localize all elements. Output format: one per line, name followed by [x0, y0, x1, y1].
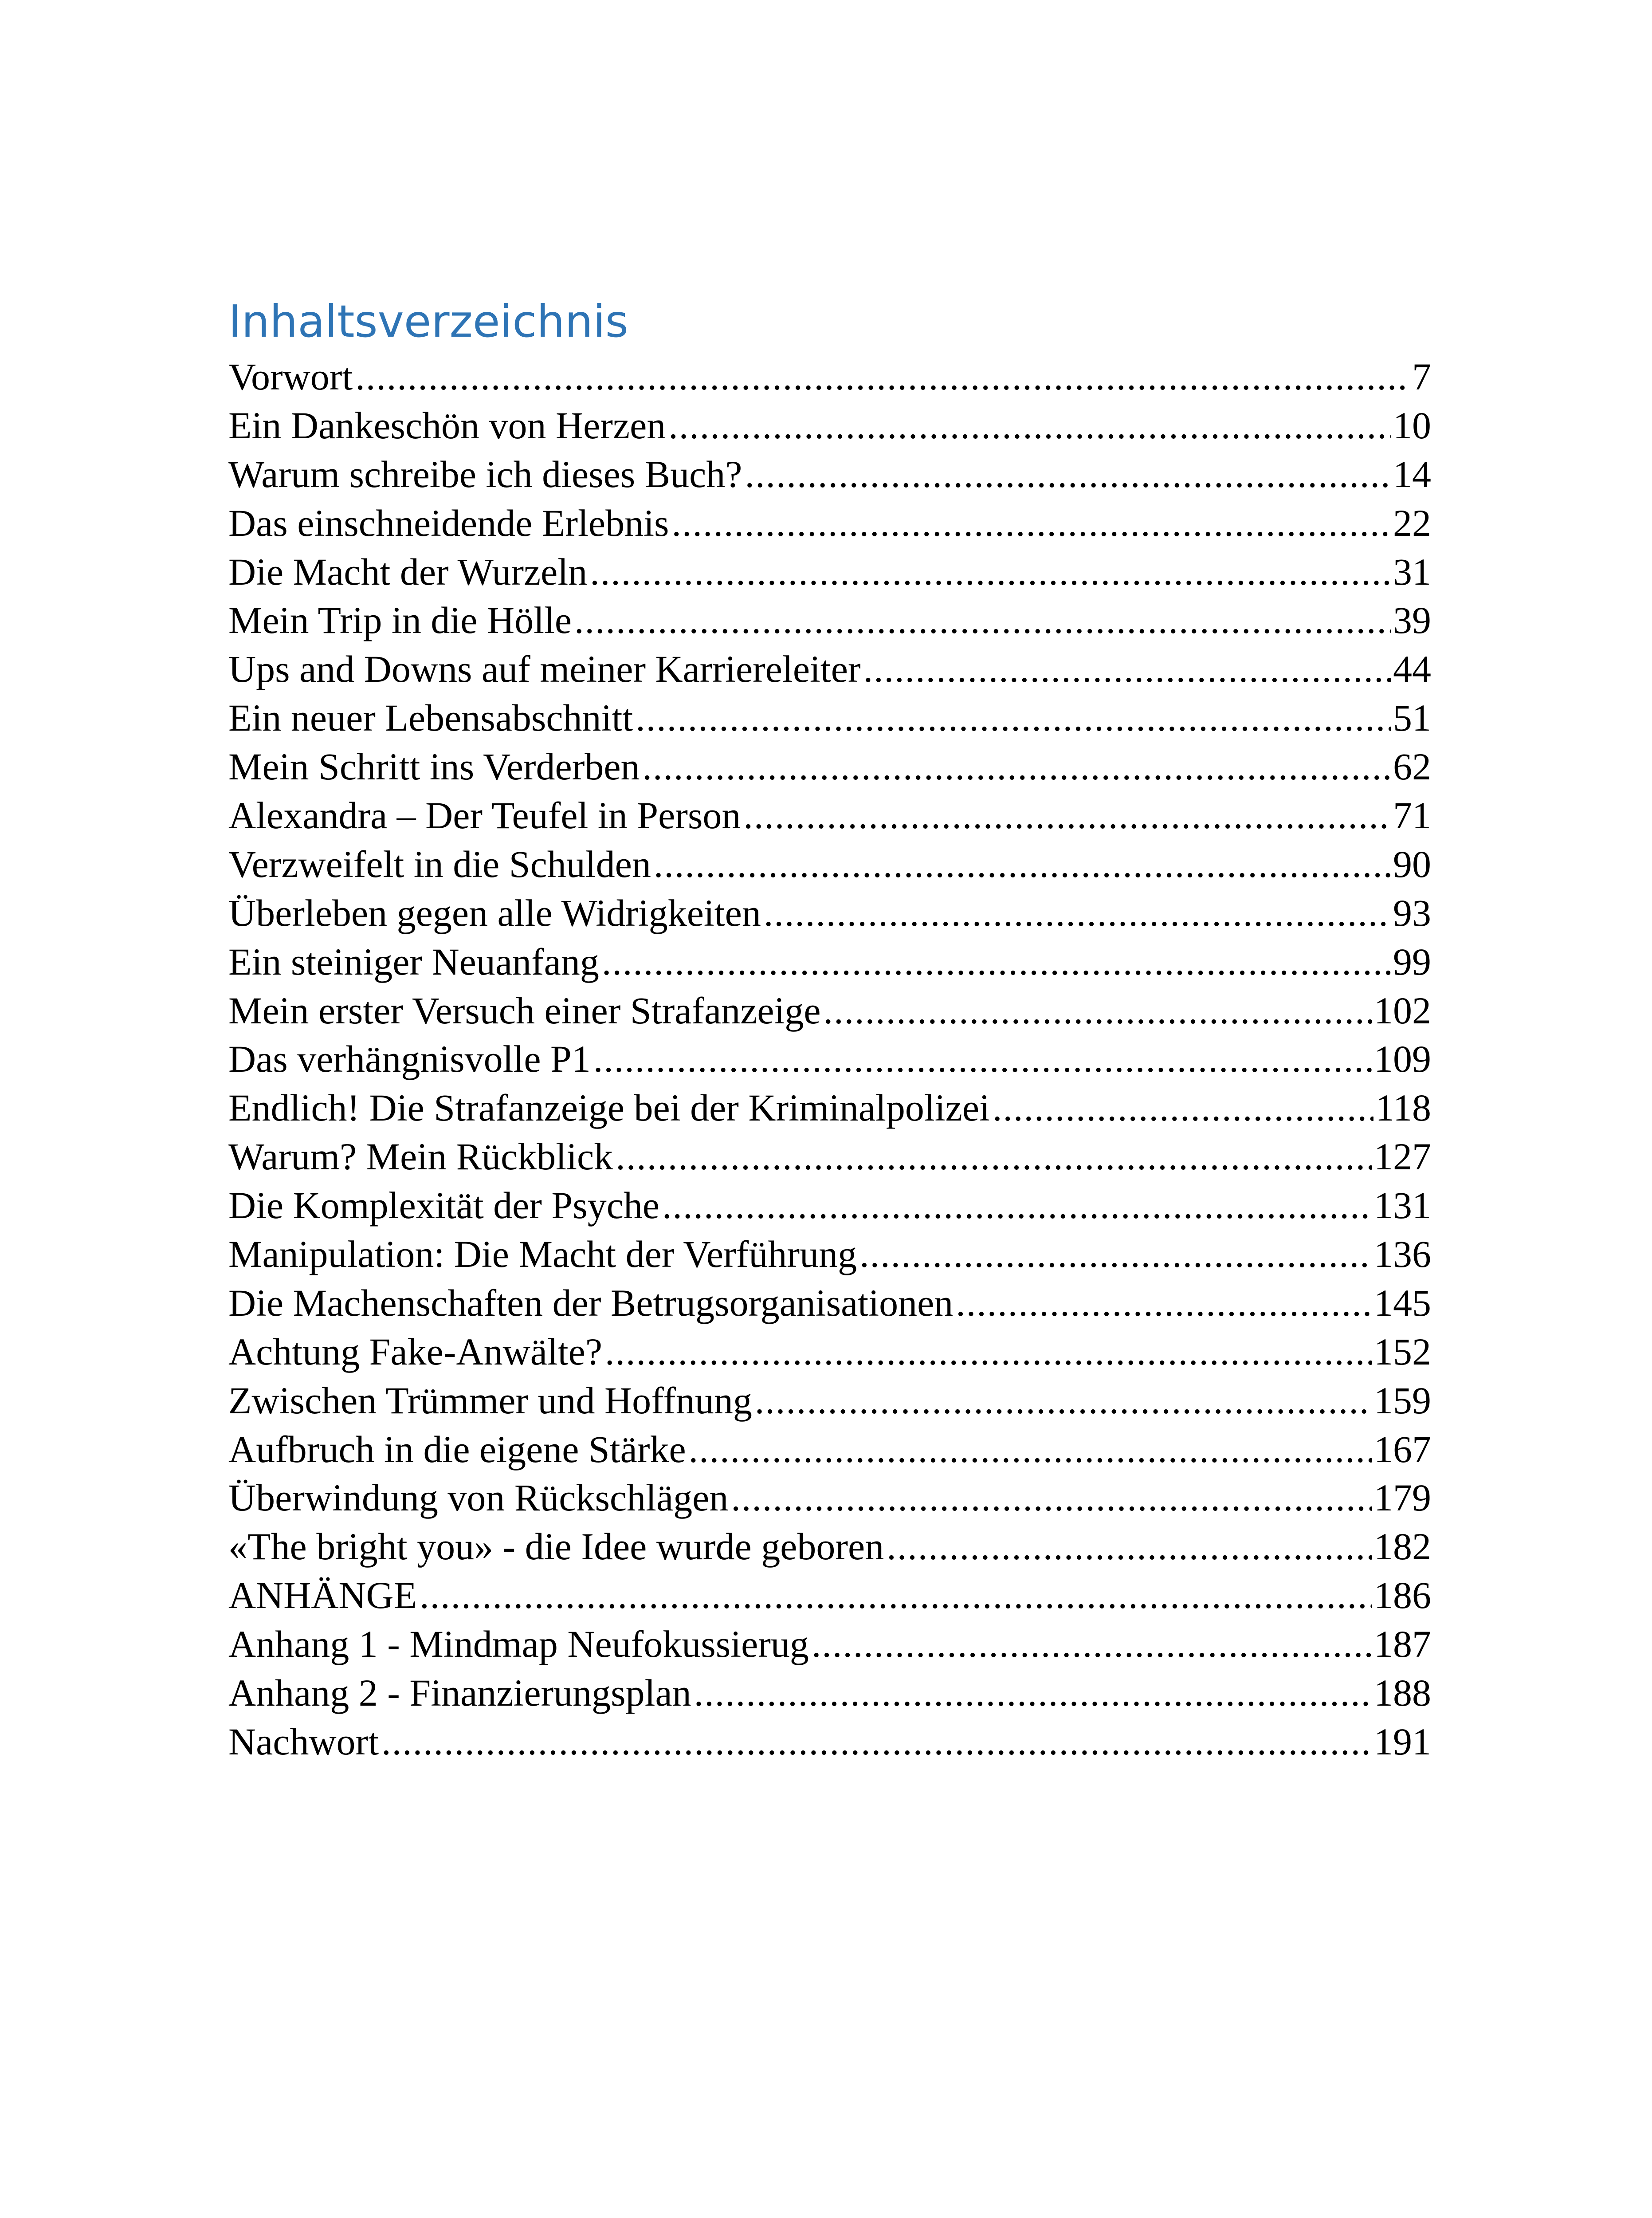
toc-page-number: 188: [1374, 1671, 1431, 1715]
toc-page-number: 159: [1374, 1379, 1431, 1422]
toc-page-number: 14: [1393, 452, 1431, 496]
toc-entry-title: Das einschneidende Erlebnis: [228, 501, 669, 544]
toc-page-number: 152: [1374, 1330, 1431, 1373]
toc-entry[interactable]: [228, 1133, 1431, 1181]
toc-entry[interactable]: [228, 548, 1431, 597]
toc-entry-title: Überleben gegen alle Widrigkeiten: [228, 891, 761, 934]
toc-entry[interactable]: [228, 353, 1431, 401]
toc-page-number: 136: [1374, 1233, 1431, 1276]
toc-entry-title: Mein Trip in die Hölle: [228, 599, 572, 642]
toc-dot-leader: [654, 840, 1391, 889]
toc-dot-leader: [662, 1181, 1372, 1230]
toc-entry-title: Verzweifelt in die Schulden: [228, 842, 651, 885]
toc-dot-leader: [859, 1230, 1372, 1279]
toc-page-number: 31: [1393, 550, 1431, 593]
toc-page-number: 93: [1393, 891, 1431, 934]
toc-entry[interactable]: [228, 1474, 1431, 1522]
toc-dot-leader: [643, 743, 1391, 791]
toc-entry-title: Aufbruch in die eigene Stärke: [228, 1428, 686, 1471]
toc-entry-title: Zwischen Trümmer und Hoffnung: [228, 1379, 752, 1422]
toc-dot-leader: [755, 1376, 1372, 1425]
toc-dot-leader: [993, 1084, 1373, 1133]
toc-entry[interactable]: [228, 1230, 1431, 1279]
toc-entry-list: [228, 353, 1431, 1766]
toc-entry[interactable]: [228, 1669, 1431, 1718]
toc-heading: Inhaltsverzeichnis: [228, 295, 628, 347]
toc-entry-title: Warum? Mein Rückblick: [228, 1135, 613, 1178]
toc-entry-title: Manipulation: Die Macht der Verführung: [228, 1233, 857, 1276]
toc-dot-leader: [887, 1522, 1372, 1571]
toc-dot-leader: [956, 1279, 1372, 1328]
toc-entry[interactable]: [228, 791, 1431, 840]
toc-page-number: 187: [1374, 1623, 1431, 1666]
toc-dot-leader: [743, 791, 1391, 840]
toc-page-number: 109: [1374, 1038, 1431, 1081]
toc-dot-leader: [616, 1133, 1372, 1181]
toc-dot-leader: [602, 938, 1391, 987]
toc-page-number: 51: [1393, 696, 1431, 739]
toc-page-number: 99: [1393, 940, 1431, 983]
toc-page-number: 131: [1374, 1184, 1431, 1227]
toc-entry[interactable]: [228, 743, 1431, 791]
toc-entry[interactable]: [228, 645, 1431, 694]
toc-entry[interactable]: [228, 499, 1431, 548]
toc-dot-leader: [764, 889, 1391, 938]
toc-page-number: 145: [1374, 1281, 1431, 1324]
toc-entry-title: Anhang 2 - Finanzierungsplan: [228, 1671, 691, 1715]
toc-page-number: 118: [1375, 1086, 1431, 1129]
toc-dot-leader: [745, 450, 1391, 499]
toc-entry[interactable]: [228, 694, 1431, 743]
toc-entry[interactable]: [228, 1620, 1431, 1669]
toc-page-number: 127: [1374, 1135, 1431, 1178]
toc-page-number: 186: [1374, 1574, 1431, 1617]
toc-dot-leader: [671, 499, 1391, 548]
toc-entry-title: Endlich! Die Strafanzeige bei der Kriminalpolizei: [228, 1086, 990, 1129]
toc-entry-title: Alexandra – Der Teufel in Person: [228, 794, 741, 837]
toc-entry[interactable]: [228, 938, 1431, 987]
toc-page-number: 7: [1412, 355, 1431, 398]
toc-entry-title: Die Machenschaften der Betrugsorganisationen: [228, 1281, 954, 1324]
table-of-contents: [228, 291, 1431, 1766]
toc-entry-title: Die Komplexität der Psyche: [228, 1184, 660, 1227]
toc-entry[interactable]: [228, 1084, 1431, 1133]
toc-entry-title: Ein Dankeschön von Herzen: [228, 404, 666, 447]
toc-entry[interactable]: [228, 401, 1431, 450]
toc-entry[interactable]: [228, 450, 1431, 499]
toc-entry[interactable]: [228, 1279, 1431, 1328]
toc-dot-leader: [689, 1425, 1372, 1474]
toc-dot-leader: [694, 1669, 1372, 1718]
toc-dot-leader: [593, 1035, 1372, 1084]
toc-dot-leader: [574, 596, 1391, 645]
toc-dot-leader: [668, 401, 1391, 450]
toc-entry[interactable]: [228, 1718, 1431, 1766]
toc-dot-leader: [381, 1718, 1372, 1766]
toc-entry-title: Ein neuer Lebensabschnitt: [228, 696, 633, 739]
toc-dot-leader: [355, 353, 1410, 401]
toc-entry-title: «The bright you» - die Idee wurde geboren: [228, 1525, 884, 1568]
toc-page-number: 44: [1393, 648, 1431, 691]
toc-entry-title: Warum schreibe ich dieses Buch?: [228, 452, 742, 496]
toc-dot-leader: [824, 987, 1372, 1035]
toc-entry[interactable]: [228, 1181, 1431, 1230]
toc-entry-title: Nachwort: [228, 1720, 379, 1763]
toc-entry-title: Die Macht der Wurzeln: [228, 550, 588, 593]
toc-dot-leader: [863, 645, 1391, 694]
toc-entry-title: ANHÄNGE: [228, 1574, 417, 1617]
toc-page-number: 22: [1393, 501, 1431, 544]
toc-entry[interactable]: [228, 1328, 1431, 1376]
toc-entry[interactable]: [228, 889, 1431, 938]
toc-page-number: 102: [1374, 989, 1431, 1032]
toc-entry-title: Ein steiniger Neuanfang: [228, 940, 599, 983]
toc-page-number: 182: [1374, 1525, 1431, 1568]
toc-page-number: 90: [1393, 842, 1431, 885]
toc-entry-title: Überwindung von Rückschlägen: [228, 1476, 729, 1519]
toc-entry[interactable]: [228, 596, 1431, 645]
toc-entry[interactable]: [228, 1376, 1431, 1425]
toc-page-number: 179: [1374, 1476, 1431, 1519]
toc-page-number: 39: [1393, 599, 1431, 642]
toc-page-number: 62: [1393, 745, 1431, 788]
toc-dot-leader: [420, 1571, 1372, 1620]
toc-dot-leader: [605, 1328, 1372, 1376]
toc-dot-leader: [636, 694, 1391, 743]
toc-entry-title: Ups and Downs auf meiner Karriereleiter: [228, 648, 861, 691]
toc-entry[interactable]: [228, 1425, 1431, 1474]
toc-page-number: 10: [1393, 404, 1431, 447]
toc-entry[interactable]: [228, 1035, 1431, 1084]
toc-page-number: 167: [1374, 1428, 1431, 1471]
toc-entry[interactable]: [228, 987, 1431, 1035]
toc-dot-leader: [812, 1620, 1372, 1669]
toc-entry-title: Mein erster Versuch einer Strafanzeige: [228, 989, 821, 1032]
toc-entry[interactable]: [228, 1571, 1431, 1620]
toc-dot-leader: [731, 1474, 1372, 1522]
toc-entry[interactable]: [228, 840, 1431, 889]
toc-entry-title: Achtung Fake-Anwälte?: [228, 1330, 602, 1373]
toc-entry-title: Vorwort: [228, 355, 353, 398]
toc-entry-title: Mein Schritt ins Verderben: [228, 745, 640, 788]
toc-entry[interactable]: [228, 1522, 1431, 1571]
toc-page-number: 191: [1374, 1720, 1431, 1763]
toc-page-number: 71: [1393, 794, 1431, 837]
toc-entry-title: Anhang 1 - Mindmap Neufokussierug: [228, 1623, 809, 1666]
toc-dot-leader: [590, 548, 1391, 597]
toc-entry-title: Das verhängnisvolle P1: [228, 1038, 591, 1081]
